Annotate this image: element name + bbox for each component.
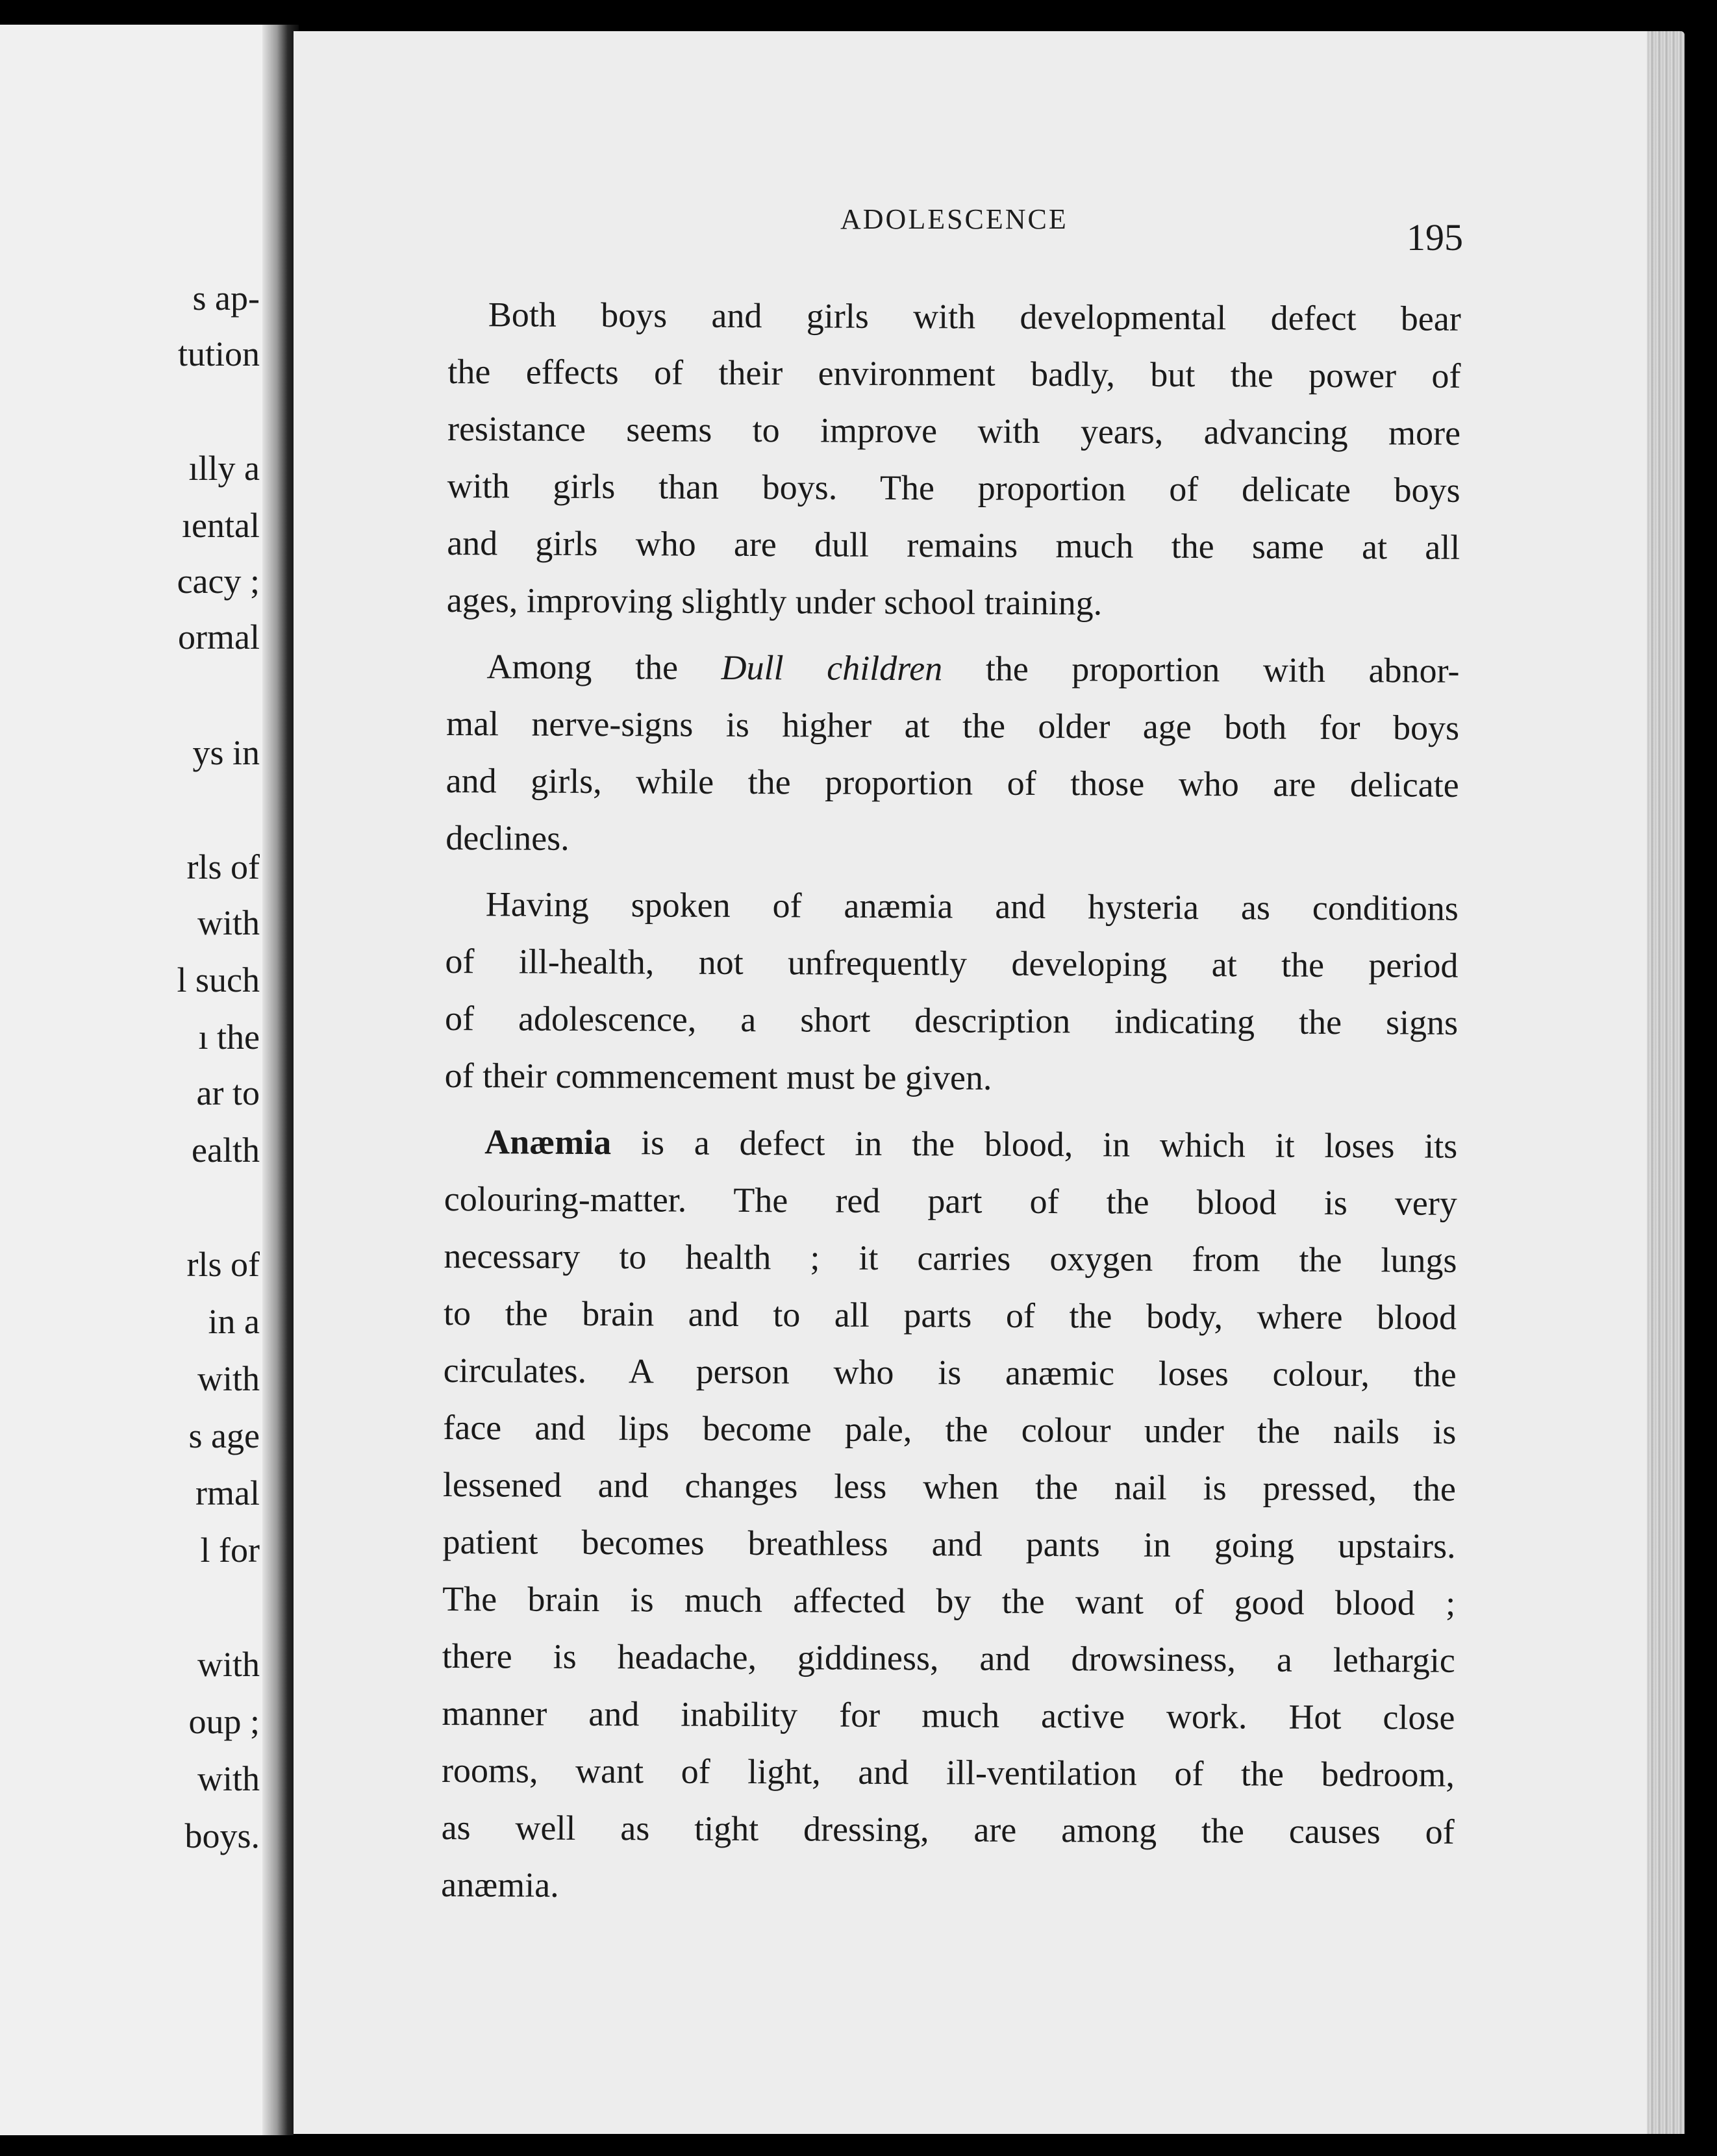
running-head: ADOLESCENCE	[840, 203, 1068, 235]
page-fore-edge	[1647, 31, 1685, 2134]
text-line: circulates. A person who is anæmic loses colour, the	[443, 1350, 1457, 1394]
left-line: with	[197, 1359, 260, 1398]
text-line: and girls, while the proportion of those who are delicate	[445, 760, 1459, 805]
text-line: mal nerve-signs is higher at the older age both for boys	[445, 703, 1460, 747]
text-line: lessened and changes less when the nail is pressed, the	[442, 1464, 1457, 1509]
text-line: there is headache, giddiness, and drowsiness, a lethargic	[442, 1636, 1455, 1680]
page-number: 195	[1407, 216, 1463, 258]
left-line: ealth	[192, 1131, 260, 1170]
text-line: anæmia.	[441, 1864, 559, 1905]
left-line: with	[197, 903, 260, 942]
text-line: Having spoken of anæmia and hysteria as conditions	[485, 884, 1459, 928]
left-line: s ap-	[192, 279, 260, 318]
italic-term: Dull children	[721, 647, 943, 688]
text-line: patient becomes breathless and pants in going upstairs.	[442, 1522, 1456, 1566]
text-line: Both boys and girls with developmental defect bear	[488, 295, 1461, 338]
text-span: is a defect in the blood, in which it loses its	[611, 1123, 1458, 1166]
left-line: tution	[177, 334, 260, 373]
left-line: ılly a	[188, 449, 260, 488]
left-line: l such	[177, 960, 260, 999]
left-line: s age	[188, 1416, 260, 1455]
left-line: rmal	[195, 1473, 260, 1512]
body-text	[441, 286, 1461, 1918]
left-line: with	[197, 1645, 260, 1684]
left-line: rls of	[186, 847, 260, 886]
text-line: the effects of their environment badly, but the power of	[447, 351, 1461, 395]
text-line: The brain is much affected by the want of good blood ;	[442, 1579, 1456, 1623]
left-line: ys in	[192, 733, 260, 772]
left-line: with	[197, 1759, 260, 1798]
text-line: face and lips become pale, the colour under the nails is	[443, 1407, 1457, 1451]
left-line: boys.	[184, 1816, 260, 1855]
text-line: to the brain and to all parts of the body, where blood	[443, 1293, 1457, 1337]
text-span: the proportion with abnor-	[942, 649, 1460, 690]
left-line: ar to	[196, 1073, 260, 1112]
text-span: Among the	[486, 647, 721, 687]
left-line: cacy ;	[177, 562, 260, 601]
right-page	[294, 31, 1685, 2134]
text-line: manner and inability for much active work. Hot close	[442, 1693, 1455, 1737]
left-line: oup ;	[188, 1702, 260, 1741]
text-line: of their commencement must be given.	[444, 1055, 992, 1097]
left-line: ormal	[178, 618, 260, 657]
left-line: ıental	[182, 506, 260, 545]
text-line: of ill-health, not unfrequently developing at the period	[445, 941, 1459, 985]
left-line: ı the	[198, 1018, 260, 1057]
text-line: and girls who are dull remains much the same at all	[447, 523, 1460, 567]
left-facing-page	[0, 25, 286, 2135]
text-line: as well as tight dressing, are among the causes of	[441, 1807, 1455, 1851]
text-line: of adolescence, a short description indicating the signs	[444, 998, 1459, 1042]
text-line: ages, improving slightly under school training.	[446, 580, 1103, 623]
text-line: declines.	[445, 818, 570, 858]
bold-term: Anæmia	[484, 1122, 612, 1162]
text-line: rooms, want of light, and ill-ventilation of the bedroom,	[441, 1750, 1455, 1794]
text-line: necessary to health ; it carries oxygen from the lungs	[444, 1236, 1457, 1280]
left-line: l for	[200, 1531, 260, 1570]
text-line-with-italic	[446, 638, 1459, 699]
text-line: with girls than boys. The proportion of delicate boys	[447, 466, 1460, 510]
left-line: rls of	[186, 1245, 260, 1284]
left-line: in a	[208, 1302, 260, 1341]
bottom-scan-edge	[294, 2134, 1696, 2156]
text-line-with-bold-lead	[444, 1113, 1457, 1175]
text-line: colouring-matter. The red part of the blood is very	[444, 1179, 1457, 1223]
text-line: resistance seems to improve with years, advancing more	[447, 408, 1461, 453]
